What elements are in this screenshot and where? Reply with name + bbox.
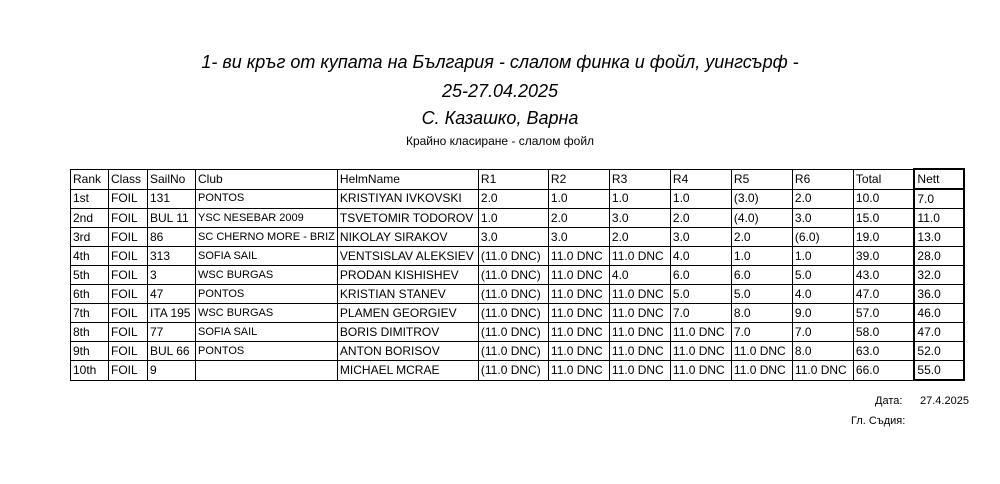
cell-r2: 3.0 xyxy=(548,228,609,247)
cell-r2: 11.0 DNC xyxy=(548,285,609,304)
cell-r3: 11.0 DNC xyxy=(609,323,670,342)
cell-club: SOFIA SAIL xyxy=(196,323,338,342)
cell-r4: 1.0 xyxy=(670,189,731,209)
cell-r5: 6.0 xyxy=(731,266,792,285)
cell-r4: 7.0 xyxy=(670,304,731,323)
cell-class: FOIL xyxy=(109,247,148,266)
cell-r2: 1.0 xyxy=(548,189,609,209)
document-title-location: С. Казашко, Варна xyxy=(421,108,579,128)
cell-r2: 11.0 DNC xyxy=(548,266,609,285)
cell-r2: 11.0 DNC xyxy=(548,361,609,381)
cell-r6: 9.0 xyxy=(792,304,853,323)
cell-nett: 28.0 xyxy=(914,247,964,266)
cell-r4: 6.0 xyxy=(670,266,731,285)
cell-helmname: NIKOLAY SIRAKOV xyxy=(337,228,478,247)
cell-sailno: 77 xyxy=(148,323,196,342)
column-header-r5: R5 xyxy=(731,169,792,189)
cell-total: 57.0 xyxy=(853,304,914,323)
date-label: Дата: xyxy=(875,395,903,407)
table-row xyxy=(71,247,965,266)
cell-helmname: ANTON BORISOV xyxy=(337,342,478,361)
cell-sailno: BUL 66 xyxy=(148,342,196,361)
cell-nett: 11.0 xyxy=(914,209,964,228)
cell-rank: 8th xyxy=(71,323,109,342)
cell-r3: 11.0 DNC xyxy=(609,361,670,381)
cell-sailno: BUL 11 xyxy=(148,209,196,228)
results-table-header xyxy=(71,169,965,189)
cell-r2: 11.0 DNC xyxy=(548,342,609,361)
cell-r2: 11.0 DNC xyxy=(548,247,609,266)
cell-r1: (11.0 DNC) xyxy=(478,266,548,285)
cell-nett: 46.0 xyxy=(914,304,964,323)
column-header-r4: R4 xyxy=(670,169,731,189)
cell-nett: 36.0 xyxy=(914,285,964,304)
results-table-body xyxy=(71,189,965,380)
cell-class: FOIL xyxy=(109,361,148,381)
column-header-club: Club xyxy=(196,169,338,189)
cell-total: 63.0 xyxy=(853,342,914,361)
cell-total: 39.0 xyxy=(853,247,914,266)
cell-r3: 1.0 xyxy=(609,189,670,209)
cell-helmname: PRODAN KISHISHEV xyxy=(337,266,478,285)
cell-r2: 11.0 DNC xyxy=(548,304,609,323)
cell-total: 10.0 xyxy=(853,189,914,209)
cell-rank: 6th xyxy=(71,285,109,304)
cell-r2: 11.0 DNC xyxy=(548,323,609,342)
table-row xyxy=(71,266,965,285)
cell-r6: 2.0 xyxy=(792,189,853,209)
cell-r4: 2.0 xyxy=(670,209,731,228)
table-row xyxy=(71,209,965,228)
cell-class: FOIL xyxy=(109,342,148,361)
cell-class: FOIL xyxy=(109,209,148,228)
table-row xyxy=(71,361,965,381)
cell-sailno: 47 xyxy=(148,285,196,304)
cell-r3: 4.0 xyxy=(609,266,670,285)
cell-r1: (11.0 DNC) xyxy=(478,247,548,266)
cell-club: SC CHERNO MORE - BRIZ xyxy=(196,228,338,247)
cell-helmname: KRISTIAN STANEV xyxy=(337,285,478,304)
cell-club: PONTOS xyxy=(196,342,338,361)
column-header-sailno: SailNo xyxy=(148,169,196,189)
cell-club: SOFIA SAIL xyxy=(196,247,338,266)
cell-sailno: 3 xyxy=(148,266,196,285)
cell-sailno: 9 xyxy=(148,361,196,381)
cell-nett: 47.0 xyxy=(914,323,964,342)
cell-sailno: 313 xyxy=(148,247,196,266)
cell-r3: 3.0 xyxy=(609,209,670,228)
cell-sailno: 131 xyxy=(148,189,196,209)
cell-club xyxy=(196,361,338,381)
cell-r6: 3.0 xyxy=(792,209,853,228)
cell-class: FOIL xyxy=(109,266,148,285)
cell-r5: 7.0 xyxy=(731,323,792,342)
column-header-r6: R6 xyxy=(792,169,853,189)
cell-rank: 5th xyxy=(71,266,109,285)
cell-club: PONTOS xyxy=(196,285,338,304)
column-header-nett: Nett xyxy=(914,169,964,189)
header-row xyxy=(71,169,965,189)
document-subtitle: Крайно класиране - слалом фойл xyxy=(405,134,595,148)
cell-rank: 9th xyxy=(71,342,109,361)
cell-class: FOIL xyxy=(109,323,148,342)
cell-r6: 1.0 xyxy=(792,247,853,266)
cell-sailno: ITA 195 xyxy=(148,304,196,323)
cell-r6: 4.0 xyxy=(792,285,853,304)
cell-r4: 11.0 DNC xyxy=(670,323,731,342)
cell-r5: 1.0 xyxy=(731,247,792,266)
cell-total: 15.0 xyxy=(853,209,914,228)
cell-nett: 32.0 xyxy=(914,266,964,285)
cell-class: FOIL xyxy=(109,228,148,247)
column-header-r3: R3 xyxy=(609,169,670,189)
column-header-r2: R2 xyxy=(548,169,609,189)
cell-rank: 4th xyxy=(71,247,109,266)
table-row xyxy=(71,304,965,323)
cell-class: FOIL xyxy=(109,285,148,304)
cell-r1: 2.0 xyxy=(478,189,548,209)
cell-helmname: MICHAEL MCRAE xyxy=(337,361,478,381)
cell-r5: 5.0 xyxy=(731,285,792,304)
cell-nett: 55.0 xyxy=(914,361,964,381)
cell-rank: 7th xyxy=(71,304,109,323)
table-row xyxy=(71,189,965,209)
cell-helmname: PLAMEN GEORGIEV xyxy=(337,304,478,323)
cell-r4: 5.0 xyxy=(670,285,731,304)
cell-r4: 11.0 DNC xyxy=(670,361,731,381)
cell-r6: (6.0) xyxy=(792,228,853,247)
cell-rank: 2nd xyxy=(71,209,109,228)
column-header-r1: R1 xyxy=(478,169,548,189)
cell-r5: (3.0) xyxy=(731,189,792,209)
cell-r6: 7.0 xyxy=(792,323,853,342)
cell-club: WSC BURGAS xyxy=(196,304,338,323)
cell-total: 43.0 xyxy=(853,266,914,285)
cell-r6: 5.0 xyxy=(792,266,853,285)
cell-r1: 1.0 xyxy=(478,209,548,228)
cell-total: 58.0 xyxy=(853,323,914,342)
date-value: 27.4.2025 xyxy=(920,395,969,407)
cell-rank: 3rd xyxy=(71,228,109,247)
cell-nett: 7.0 xyxy=(914,189,964,209)
chief-judge-label: Гл. Съдия: xyxy=(851,415,906,427)
results-table xyxy=(70,168,965,381)
cell-helmname: KRISTIYAN IVKOVSKI xyxy=(337,189,478,209)
cell-r6: 11.0 DNC xyxy=(792,361,853,381)
cell-r1: (11.0 DNC) xyxy=(478,304,548,323)
column-header-rank: Rank xyxy=(71,169,109,189)
cell-sailno: 86 xyxy=(148,228,196,247)
cell-r1: (11.0 DNC) xyxy=(478,361,548,381)
column-header-helmname: HelmName xyxy=(337,169,478,189)
document-title-line-1: 1- ви кръг от купата на България - слалом финка и фойл, уингсърф - xyxy=(201,52,799,72)
table-row xyxy=(71,342,965,361)
cell-r2: 2.0 xyxy=(548,209,609,228)
cell-r1: (11.0 DNC) xyxy=(478,323,548,342)
cell-total: 47.0 xyxy=(853,285,914,304)
cell-r3: 11.0 DNC xyxy=(609,304,670,323)
table-row xyxy=(71,285,965,304)
cell-club: PONTOS xyxy=(196,189,338,209)
cell-club: WSC BURGAS xyxy=(196,266,338,285)
cell-r5: 8.0 xyxy=(731,304,792,323)
cell-nett: 52.0 xyxy=(914,342,964,361)
cell-r5: (4.0) xyxy=(731,209,792,228)
column-header-class: Class xyxy=(109,169,148,189)
cell-rank: 10th xyxy=(71,361,109,381)
cell-r5: 11.0 DNC xyxy=(731,361,792,381)
cell-r4: 11.0 DNC xyxy=(670,342,731,361)
cell-helmname: VENTSISLAV ALEKSIEV xyxy=(337,247,478,266)
table-row xyxy=(71,228,965,247)
cell-class: FOIL xyxy=(109,304,148,323)
cell-r1: (11.0 DNC) xyxy=(478,285,548,304)
cell-r5: 2.0 xyxy=(731,228,792,247)
cell-r1: 3.0 xyxy=(478,228,548,247)
cell-rank: 1st xyxy=(71,189,109,209)
cell-class: FOIL xyxy=(109,189,148,209)
cell-r3: 11.0 DNC xyxy=(609,285,670,304)
cell-r4: 4.0 xyxy=(670,247,731,266)
cell-helmname: BORIS DIMITROV xyxy=(337,323,478,342)
cell-r4: 3.0 xyxy=(670,228,731,247)
cell-r3: 11.0 DNC xyxy=(609,247,670,266)
cell-r1: (11.0 DNC) xyxy=(478,342,548,361)
cell-r3: 11.0 DNC xyxy=(609,342,670,361)
cell-helmname: TSVETOMIR TODOROV xyxy=(337,209,478,228)
column-header-total: Total xyxy=(853,169,914,189)
cell-total: 19.0 xyxy=(853,228,914,247)
cell-total: 66.0 xyxy=(853,361,914,381)
cell-r3: 2.0 xyxy=(609,228,670,247)
document-title-dates: 25-27.04.2025 xyxy=(441,81,559,101)
cell-r5: 11.0 DNC xyxy=(731,342,792,361)
table-row xyxy=(71,323,965,342)
cell-r6: 8.0 xyxy=(792,342,853,361)
cell-club: YSC NESEBAR 2009 xyxy=(196,209,338,228)
cell-nett: 13.0 xyxy=(914,228,964,247)
